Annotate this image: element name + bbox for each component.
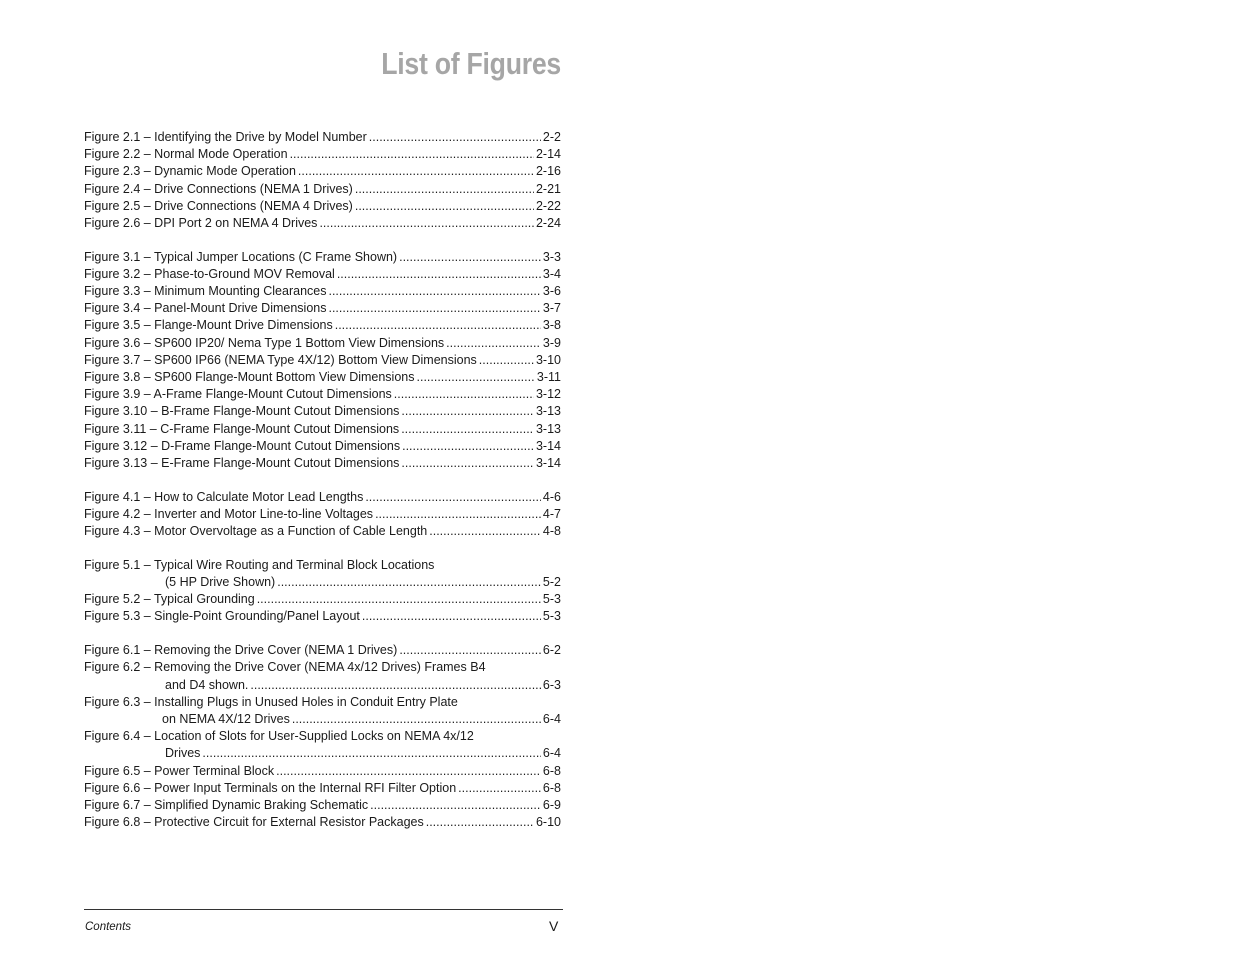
- figure-title: Figure 5.1 – Typical Wire Routing and Terminal Block Locations: [84, 557, 435, 572]
- figure-entry[interactable]: [84, 403, 561, 420]
- figure-title: Figure 6.6 – Power Input Terminals on the Internal RFI Filter Option: [84, 780, 457, 795]
- dot-leader: [429, 523, 541, 540]
- figure-title: Figure 2.4 – Drive Connections (NEMA 1 Drives): [84, 181, 353, 196]
- figure-entry[interactable]: [84, 455, 561, 472]
- dot-leader: [328, 283, 540, 300]
- page-number: 2-2: [542, 130, 561, 144]
- figure-title: Figure 6.7 – Simplified Dynamic Braking Schematic: [84, 797, 369, 812]
- figure-entry[interactable]: [84, 266, 561, 283]
- footer-rule: [84, 909, 563, 910]
- dot-leader: [446, 335, 541, 352]
- figure-title: Figure 3.12 – D-Frame Flange-Mount Cutout Dimensions: [84, 438, 401, 453]
- page-number: 6-3: [542, 677, 561, 692]
- figure-title: Figure 2.2 – Normal Mode Operation: [84, 147, 288, 162]
- figure-title: Figure 4.3 – Motor Overvoltage as a Function of Cable Length: [84, 524, 428, 539]
- figure-entry[interactable]: [84, 181, 561, 198]
- page-number: 3-13: [535, 404, 561, 419]
- page-number: 3-8: [542, 318, 561, 333]
- figure-entry[interactable]: [84, 591, 561, 608]
- dot-leader: [458, 780, 541, 797]
- figure-entry[interactable]: [84, 163, 561, 180]
- figure-entry[interactable]: [84, 608, 561, 625]
- figure-title-continued: Drives: [165, 746, 201, 761]
- page-number: 2-14: [535, 147, 561, 162]
- dot-leader: [250, 677, 541, 694]
- page-number: 3-4: [542, 266, 561, 281]
- figure-entry[interactable]: [84, 642, 561, 659]
- section-gap: [84, 232, 561, 249]
- figure-title: Figure 3.10 – B-Frame Flange-Mount Cutout Dimensions: [84, 404, 400, 419]
- page-number: 6-4: [542, 712, 561, 726]
- dot-leader: [479, 352, 534, 369]
- dot-leader: [277, 574, 541, 591]
- dot-leader: [399, 642, 541, 659]
- page-number: 2-21: [535, 181, 561, 196]
- page-number: 2-24: [535, 215, 561, 230]
- figure-title: Figure 6.4 – Location of Slots for User-Supplied Locks on NEMA 4x/12: [84, 729, 474, 744]
- figure-title-continued: (5 HP Drive Shown): [165, 575, 276, 590]
- figure-entry[interactable]: [84, 489, 561, 506]
- figure-entry[interactable]: [84, 814, 561, 831]
- dot-leader: [355, 181, 534, 198]
- figure-title: Figure 6.3 – Installing Plugs in Unused Holes in Conduit Entry Plate: [84, 694, 458, 709]
- dot-leader: [426, 814, 534, 831]
- figure-title: Figure 6.2 – Removing the Drive Cover (NEMA 4x/12 Drives) Frames B4: [84, 660, 486, 675]
- figure-title: Figure 3.2 – Phase-to-Ground MOV Removal: [84, 266, 335, 281]
- page-number: 4-7: [542, 506, 561, 521]
- figure-title: Figure 3.5 – Flange-Mount Drive Dimensions: [84, 318, 333, 333]
- figure-entry[interactable]: [84, 283, 561, 300]
- figure-entry[interactable]: [84, 369, 561, 386]
- figure-title: Figure 4.2 – Inverter and Motor Line-to-line Voltages: [84, 506, 374, 521]
- figure-title: Figure 3.13 – E-Frame Flange-Mount Cutout Dimensions: [84, 455, 400, 470]
- figure-entry[interactable]: [84, 797, 561, 814]
- dot-leader: [290, 146, 534, 163]
- dot-leader: [401, 421, 534, 438]
- page-number: 2-22: [535, 198, 561, 213]
- page-number: 6-2: [542, 643, 561, 658]
- figure-entry[interactable]: [84, 506, 561, 523]
- figure-entry[interactable]: [84, 215, 561, 232]
- footer-section-label: Contents: [85, 921, 132, 933]
- figure-entry[interactable]: [84, 557, 561, 591]
- figure-title-continued: and D4 shown.: [165, 677, 249, 692]
- dot-leader: [328, 300, 540, 317]
- figure-title-continued: on NEMA 4X/12 Drives: [162, 712, 290, 726]
- dot-leader: [202, 745, 541, 762]
- dot-leader: [337, 266, 541, 283]
- figure-title: Figure 5.3 – Single-Point Grounding/Panel Layout: [84, 609, 360, 624]
- page-number: 3-14: [535, 455, 561, 470]
- dot-leader: [401, 455, 534, 472]
- figure-entry[interactable]: [84, 335, 561, 352]
- figure-entry[interactable]: [84, 659, 561, 693]
- figure-title: Figure 6.5 – Power Terminal Block: [84, 763, 275, 778]
- figure-title: Figure 3.8 – SP600 Flange-Mount Bottom View Dimensions: [84, 370, 415, 385]
- page-number: 6-10: [535, 815, 561, 830]
- figure-title: Figure 3.3 – Minimum Mounting Clearances: [84, 284, 327, 299]
- figure-entry[interactable]: [84, 249, 561, 266]
- figure-entry[interactable]: [84, 146, 561, 163]
- page-number: 5-3: [542, 609, 561, 624]
- figure-title: Figure 3.9 – A-Frame Flange-Mount Cutout Dimensions: [84, 387, 392, 402]
- figure-title: Figure 2.6 – DPI Port 2 on NEMA 4 Drives: [84, 215, 318, 230]
- dot-leader: [298, 163, 534, 180]
- dot-leader: [399, 249, 541, 266]
- figure-entry[interactable]: [84, 386, 561, 403]
- figure-title: Figure 2.1 – Identifying the Drive by Model Number: [84, 130, 367, 144]
- figure-entry[interactable]: [84, 763, 561, 780]
- figure-title: Figure 3.4 – Panel-Mount Drive Dimensions: [84, 301, 327, 316]
- dot-leader: [394, 386, 534, 403]
- figure-entry[interactable]: [84, 300, 561, 317]
- page-number: 3-14: [535, 438, 561, 453]
- dot-leader: [355, 198, 534, 215]
- section-gap: [84, 540, 561, 557]
- figure-list: [84, 129, 561, 831]
- figure-title: Figure 6.8 – Protective Circuit for External Resistor Packages: [84, 815, 424, 830]
- figure-entry[interactable]: [84, 694, 561, 728]
- figure-title: Figure 4.1 – How to Calculate Motor Lead Lengths: [84, 489, 364, 504]
- figure-title: Figure 3.6 – SP600 IP20/ Nema Type 1 Bottom View Dimensions: [84, 335, 445, 350]
- figure-title: Figure 2.3 – Dynamic Mode Operation: [84, 164, 296, 179]
- page-number: 4-6: [542, 489, 561, 504]
- page-number: 3-7: [542, 301, 561, 316]
- figure-title: Figure 5.2 – Typical Grounding: [84, 592, 255, 607]
- dot-leader: [370, 797, 541, 814]
- page-number: 3-6: [542, 284, 561, 299]
- page-number: 6-9: [542, 797, 561, 812]
- page-number: 3-10: [535, 352, 561, 367]
- page-title: List of Figures: [381, 46, 561, 81]
- figure-title: Figure 3.7 – SP600 IP66 (NEMA Type 4X/12) Bottom View Dimensions: [84, 352, 477, 367]
- dot-leader: [362, 608, 541, 625]
- figure-entry[interactable]: [84, 352, 561, 369]
- dot-leader: [276, 763, 541, 780]
- dot-leader: [319, 215, 534, 232]
- figure-title: Figure 2.5 – Drive Connections (NEMA 4 Drives): [84, 198, 353, 213]
- page-number: 6-8: [542, 780, 561, 795]
- figure-entry[interactable]: [84, 129, 561, 146]
- dot-leader: [417, 369, 535, 386]
- figure-entry[interactable]: [84, 198, 561, 215]
- section-gap: [84, 472, 561, 489]
- dot-leader: [402, 438, 534, 455]
- dot-leader: [375, 506, 541, 523]
- page-number: 4-8: [542, 524, 561, 539]
- figure-title: Figure 6.1 – Removing the Drive Cover (NEMA 1 Drives): [84, 643, 398, 658]
- section-gap: [84, 626, 561, 643]
- page-number: 5-2: [542, 575, 561, 590]
- figure-entry[interactable]: [84, 523, 561, 540]
- figure-entry[interactable]: [84, 421, 561, 438]
- dot-leader: [335, 317, 541, 334]
- page-number: 5-3: [542, 592, 561, 607]
- figure-title: Figure 3.1 – Typical Jumper Locations (C Frame Shown): [84, 249, 398, 264]
- figure-entry[interactable]: [84, 780, 561, 797]
- page-number: 6-8: [542, 763, 561, 778]
- dot-leader: [365, 489, 541, 506]
- dot-leader: [257, 591, 541, 608]
- page-number: 3-13: [535, 421, 561, 436]
- dot-leader: [401, 403, 534, 420]
- page-number: 3-9: [542, 335, 561, 350]
- figure-entry[interactable]: [84, 728, 561, 762]
- dot-leader: [369, 129, 541, 146]
- dot-leader: [292, 711, 541, 728]
- figure-entry[interactable]: [84, 317, 561, 334]
- figure-title: Figure 3.11 – C-Frame Flange-Mount Cutout Dimensions: [84, 421, 400, 436]
- footer-page-number: V: [549, 918, 559, 934]
- page-number: 2-16: [535, 164, 561, 179]
- page-number: 3-12: [535, 387, 561, 402]
- page-number: 6-4: [542, 746, 561, 761]
- figure-entry[interactable]: [84, 438, 561, 455]
- page-number: 3-3: [542, 249, 561, 264]
- page-number: 3-11: [536, 370, 561, 385]
